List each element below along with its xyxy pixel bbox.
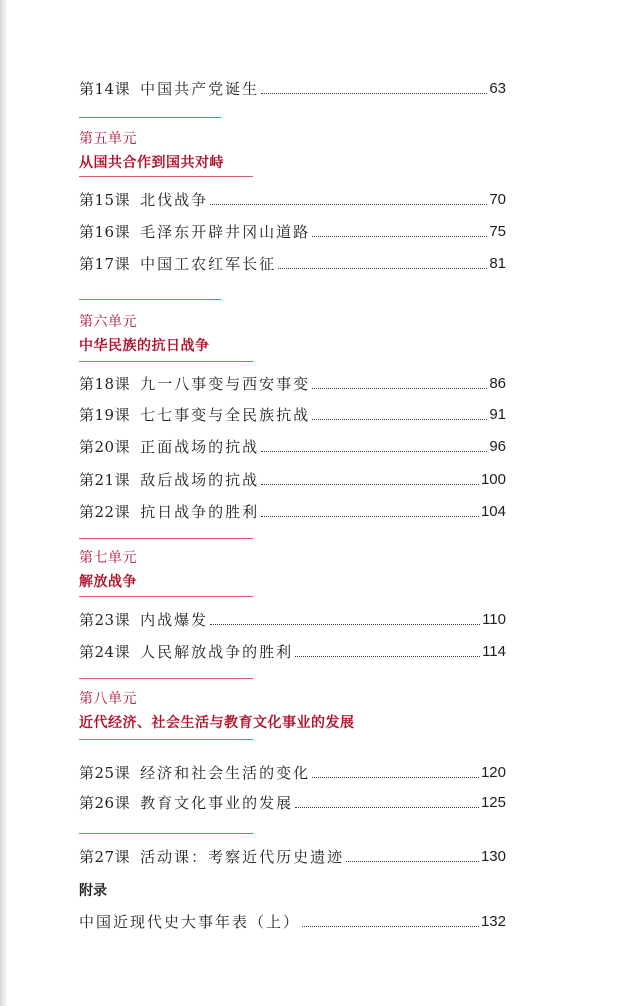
unit-5-label: 第五单元 [79,131,137,147]
dot-leader [312,419,487,420]
dot-leader [261,516,479,517]
unit-divider [79,678,253,679]
dot-leader [210,204,487,205]
unit-6-label: 第六单元 [79,314,137,330]
lesson-title: 教育文化事业的发展 [140,794,294,812]
appendix-heading: 附录 [79,883,107,899]
unit-divider [79,739,253,740]
lesson-title: 活动课：考察近代历史遗迹 [140,848,345,866]
lesson-number: 第25课 [79,764,131,782]
unit-8-title: 近代经济、社会生活与教育文化事业的发展 [79,715,355,731]
page-number: 70 [489,191,506,208]
lesson-number: 第24课 [79,643,131,661]
lesson-number: 第23课 [79,611,131,629]
dot-leader [302,926,479,927]
dot-leader [261,484,479,485]
page-number: 63 [489,80,506,97]
dot-leader [346,861,479,862]
toc-entry-lesson-18[interactable] [79,373,506,395]
dot-leader [312,236,487,237]
lesson-number: 第22课 [79,503,131,521]
lesson-number: 第15课 [79,191,131,209]
toc-entry-lesson-14[interactable] [79,78,506,100]
lesson-title: 敌后战场的抗战 [140,471,260,489]
page-number: 114 [482,643,506,660]
toc-entry-appendix-chronology[interactable] [79,911,506,933]
lesson-number: 第14课 [79,80,131,98]
toc-entry-lesson-24[interactable] [79,641,506,663]
lesson-title: 北伐战争 [140,191,209,209]
toc-entry-lesson-22[interactable] [79,501,506,523]
lesson-title: 人民解放战争的胜利 [140,643,294,661]
unit-divider [79,176,253,177]
page-number: 125 [480,794,506,811]
lesson-title: 九一八事变与西安事变 [140,375,311,393]
dot-leader [278,268,487,269]
toc-entry-lesson-27[interactable] [79,846,506,868]
page-number: 96 [489,438,506,455]
unit-divider [79,833,253,834]
toc-entry-lesson-15[interactable] [79,189,506,211]
page-number: 91 [489,406,506,423]
page-number: 100 [480,471,506,488]
dot-leader [261,451,487,452]
unit-divider [79,299,221,300]
dot-leader [295,807,479,808]
page-number: 86 [489,375,506,392]
toc-entry-lesson-26[interactable] [79,792,506,814]
lesson-title: 中国共产党诞生 [140,80,260,98]
page-number: 132 [480,913,506,930]
lesson-number: 第18课 [79,375,131,393]
unit-6-title: 中华民族的抗日战争 [79,338,210,354]
lesson-number: 第21课 [79,471,131,489]
dot-leader [312,388,487,389]
unit-5-title: 从国共合作到国共对峙 [79,155,224,171]
lesson-number: 第17课 [79,255,131,273]
unit-7-label: 第七单元 [79,550,137,566]
toc-entry-lesson-21[interactable] [79,469,506,491]
page-number: 120 [480,764,506,781]
lesson-title: 正面战场的抗战 [140,438,260,456]
toc-entry-lesson-16[interactable] [79,221,506,243]
page-number: 75 [489,223,506,240]
page-binding-shadow [0,0,8,1006]
unit-divider [79,361,253,362]
lesson-title: 七七事变与全民族抗战 [140,406,311,424]
page-number: 130 [480,848,506,865]
lesson-title: 中国工农红军长征 [140,255,277,273]
unit-divider [79,117,221,118]
page-number: 110 [482,611,506,628]
lesson-number: 第26课 [79,794,131,812]
dot-leader [261,93,487,94]
toc-entry-lesson-20[interactable] [79,436,506,458]
appendix-entry-title: 中国近现代史大事年表（上） [79,913,301,931]
dot-leader [295,656,480,657]
toc-entry-lesson-25[interactable] [79,762,506,784]
lesson-number: 第19课 [79,406,131,424]
toc-entry-lesson-19[interactable] [79,404,506,426]
unit-7-title: 解放战争 [79,574,137,590]
toc-entry-lesson-17[interactable] [79,253,506,275]
page-number: 104 [480,503,506,520]
lesson-title: 毛泽东开辟井冈山道路 [140,223,311,241]
lesson-number: 第27课 [79,848,131,866]
lesson-number: 第16课 [79,223,131,241]
dot-leader [210,624,480,625]
lesson-title: 抗日战争的胜利 [140,503,260,521]
unit-divider [79,596,253,597]
dot-leader [312,777,479,778]
toc-entry-lesson-23[interactable] [79,609,506,631]
unit-8-label: 第八单元 [79,691,137,707]
lesson-title: 经济和社会生活的变化 [140,764,311,782]
lesson-title: 内战爆发 [140,611,209,629]
lesson-number: 第20课 [79,438,131,456]
unit-divider [79,538,253,539]
page-number: 81 [489,255,506,272]
